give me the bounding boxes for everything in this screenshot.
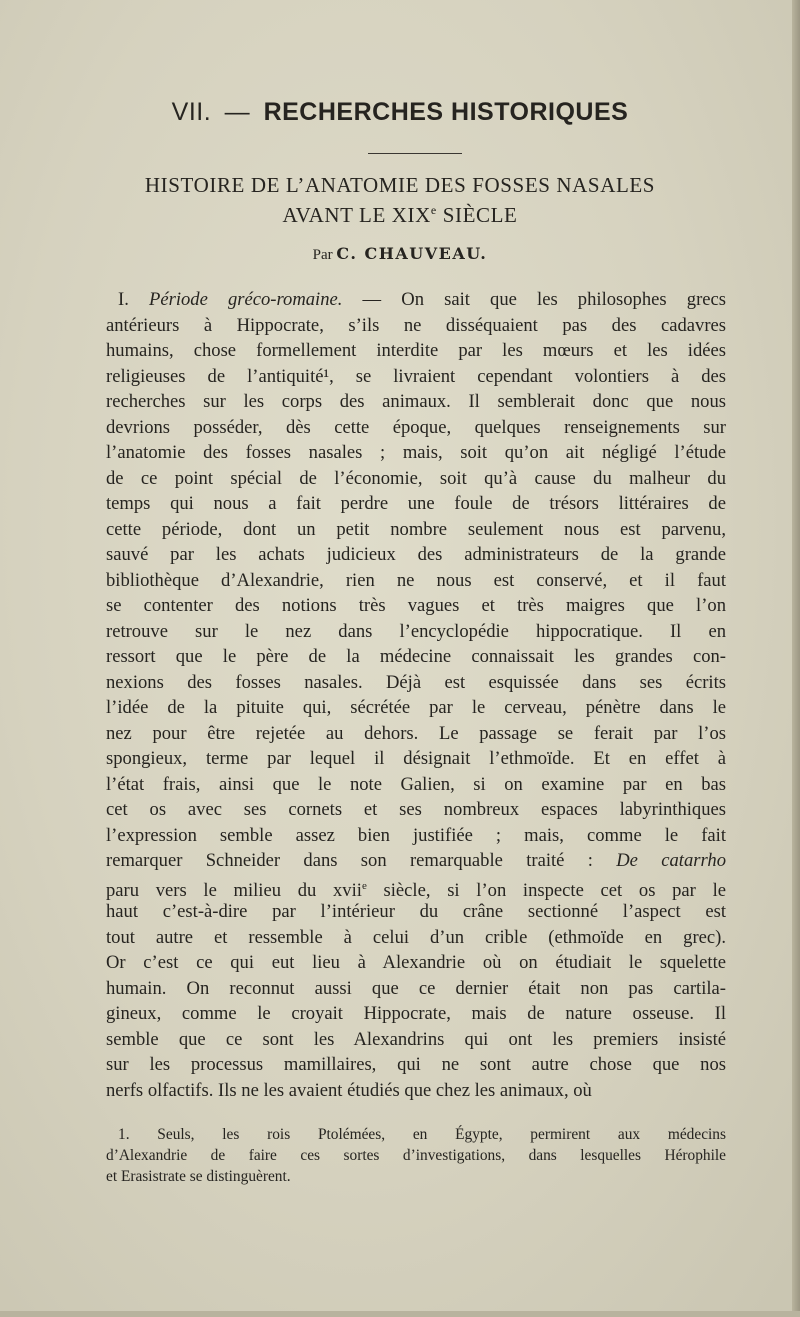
body-line [106,287,726,313]
body-line: l’idée de la pituite qui, sécrétée par le cerveau, pénètre dans le [106,697,726,718]
body-line: bibliothèque d’Alexandrie, rien ne nous est conservé, et il faut [106,569,726,591]
section-title: Période gréco-romaine. [148,289,343,310]
body-line: spongieux, terme par lequel il désignait l’ethmoïde. Et en effet à [106,748,726,769]
heading-rule [368,153,462,154]
body-line: sur les processus mamillaires, qui ne sont autre chose que nos [106,1054,726,1075]
body-line: sauvé par les achats judicieux des administrateurs de la grande [106,544,726,565]
page-edge-shadow [792,0,800,1317]
author-line [0,244,800,264]
body-line: retrouve sur le nez dans l’encyclopédie hippocratique. Il en [106,620,726,642]
century-superscript: e [361,879,367,892]
title-line2-text: AVANT LE XIX [282,203,431,227]
footnote-line: 1. Seuls, les rois Ptolémées, en Égypte, permirent aux médecins [118,1126,726,1143]
chapter-dash: — [224,98,251,126]
article-title-line-2 [0,203,800,228]
title-line2-tail: SIÈCLE [436,203,518,227]
chapter-number: VII. [171,98,212,126]
body-line-text: remarquer Schneider dans son remarquable traité : [106,850,617,871]
body-line: l’état frais, ainsi que le note Galien, si on examine par en bas [106,773,726,795]
section-label: I. [118,289,149,310]
body-line: de ce point spécial de l’économie, soit qu’à cause du malheur du [106,467,726,489]
body-line: Or c’est ce qui eut lieu à Alexandrie où on étudiait le squelette [106,952,726,973]
body-line: gineux, comme le croyait Hippocrate, mais de nature osseuse. Il [106,1003,726,1024]
body-line: humains, chose formellement interdite par les mœurs et les idées [106,340,726,361]
body-line: humain. On reconnut aussi que ce dernier était non pas cartila- [106,977,726,999]
footnote-line: et Erasistrate se distinguèrent. [106,1168,291,1185]
body-line: nez pour être rejetée au dehors. Le passage se ferait par l’os [106,722,726,744]
body-line: l’expression semble assez bien justifiée ; mais, comme le fait [106,824,726,846]
body-line: se contenter des notions très vagues et très maigres que l’on [106,595,726,616]
body-line: nexions des fosses nasales. Déjà est esquissée dans ses écrits [106,671,726,693]
body-line-text: siècle, si l’on inspecte cet os par le [366,879,726,901]
body-line: cette période, dont un petit nombre seulement nous est parvenu, [106,518,726,540]
body-line: cet os avec ses cornets et ses nombreux espaces labyrinthiques [106,799,726,820]
body-line [106,848,726,874]
body-line: semble que ce sont les Alexandrins qui ont les premiers insisté [106,1028,726,1050]
body-line: devrions posséder, dès cette époque, quelques renseignements sur [106,416,726,438]
body-line: tout autre et ressemble à celui d’un crible (ethmoïde en grec). [106,926,726,948]
body-line: haut c’est-à-dire par l’intérieur du crâne sectionné l’aspect est [106,901,726,922]
chapter-title: RECHERCHES HISTORIQUES [263,98,629,126]
title-superscript: e [430,203,437,217]
author-prefix: Par [312,247,337,263]
chapter-heading [0,98,800,127]
page-bottom-edge [0,1311,800,1317]
body-line: religieuses de l’antiquité¹, se livraient cependant volontiers à des [106,365,726,387]
body-line [106,874,726,900]
article-title-line-1: HISTOIRE DE L’ANATOMIE DES FOSSES NASALES [144,173,656,197]
body-line-text: paru vers le milieu du xvii [106,879,362,901]
body-line: nerfs olfactifs. Ils ne les avaient étudiés que chez les animaux, où [106,1079,592,1101]
body-line: recherches sur les corps des animaux. Il semblerait donc que nous [106,391,726,412]
footnote-line: d’Alexandrie de faire ces sortes d’investigations, dans lesquelles Hérophile [106,1147,726,1164]
footnote [106,1124,726,1187]
body-text [106,287,726,1103]
body-line: temps qui nous a fait perdre une foule de trésors littéraires de [106,493,726,514]
body-line: ressort que le père de la médecine connaissait les grandes con- [106,646,726,667]
cited-work-title: De catarrho [616,850,727,871]
body-line-text: — On sait que les philosophes grecs [342,289,726,310]
author-name: C. CHAUVEAU. [336,244,488,263]
body-line: antérieurs à Hippocrate, s’ils ne disséquaient pas des cadavres [106,314,726,336]
body-line: l’anatomie des fosses nasales ; mais, soit qu’on ait négligé l’étude [106,442,726,463]
